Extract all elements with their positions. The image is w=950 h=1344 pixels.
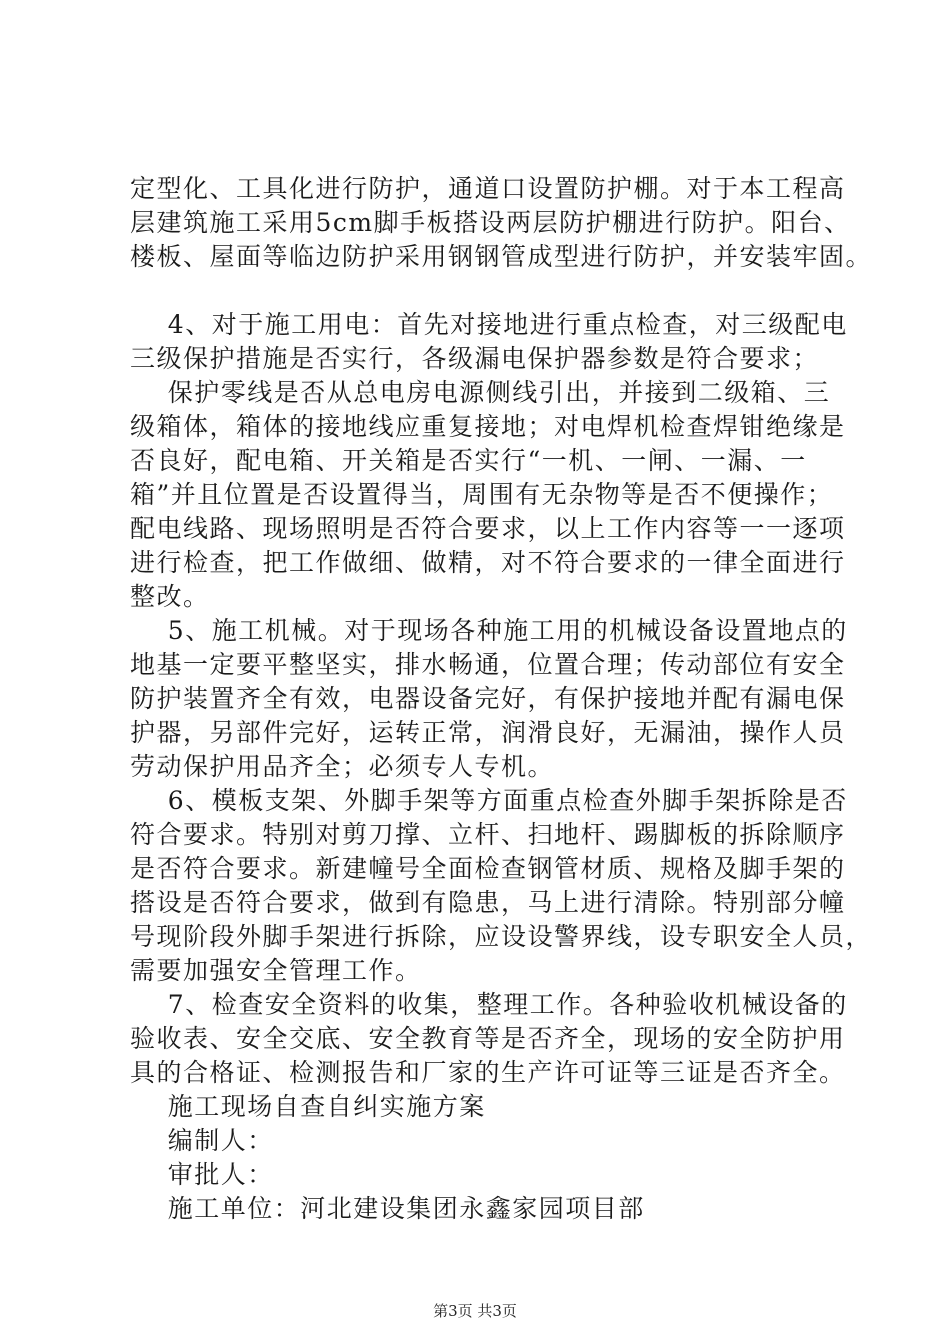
text-line: 5、施工机械。对于现场各种施工用的机械设备设置地点的 <box>130 616 848 645</box>
text-line: 符合要求。特别对剪刀撑、立杆、扫地杆、踢脚板的拆除顺序 <box>130 820 846 849</box>
text-line: 楼板、屋面等临边防护采用钢钢管成型进行防护，并安装牢固。 <box>130 242 873 271</box>
text-line: 级箱体，箱体的接地线应重复接地；对电焊机检查焊钳绝缘是 <box>130 412 846 441</box>
text-line: 防护装置齐全有效，电器设备完好，有保护接地并配有漏电保 <box>130 684 846 713</box>
text-line: 编制人： <box>130 1126 274 1155</box>
text-line: 保护零线是否从总电房电源侧线引出，并接到二级箱、三 <box>130 378 831 407</box>
text-line: 需要加强安全管理工作。 <box>130 956 422 985</box>
text-line: 6、模板支架、外脚手架等方面重点检查外脚手架拆除是否 <box>130 786 848 815</box>
text-line: 三级保护措施是否实行，各级漏电保护器参数是符合要求； <box>130 344 820 373</box>
text-line: 搭设是否符合要求，做到有隐患，马上进行清除。特别部分幢 <box>130 888 846 917</box>
page-footer: 第3页 共3页 <box>433 1302 517 1320</box>
text-line: 施工单位：河北建设集团永鑫家园项目部 <box>130 1194 645 1223</box>
text-line: 是否符合要求。新建幢号全面检查钢管材质、规格及脚手架的 <box>130 854 846 883</box>
text-line: 配电线路、现场照明是否符合要求，以上工作内容等一一逐项 <box>130 514 846 543</box>
text-line: 护器，另部件完好，运转正常，润滑良好，无漏油，操作人员 <box>130 718 846 747</box>
text-line: 施工现场自查自纠实施方案 <box>130 1092 486 1121</box>
text-line: 审批人： <box>130 1160 274 1189</box>
text-line: 劳动保护用品齐全；必须专人专机。 <box>130 752 555 781</box>
body-text <box>130 172 873 1226</box>
text-line: 进行检查，把工作做细、做精，对不符合要求的一律全面进行 <box>130 548 846 577</box>
text-line: 整改。 <box>130 582 210 611</box>
text-line: 号现阶段外脚手架进行拆除，应设设警界线，设专职安全人员， <box>130 922 873 951</box>
text-line: 地基一定要平整坚实，排水畅通，位置合理；传动部位有安全 <box>130 650 846 679</box>
text-line: 验收表、安全交底、安全教育等是否齐全，现场的安全防护用 <box>130 1024 846 1053</box>
text-line: 层建筑施工采用5cm脚手板搭设两层防护棚进行防护。阳台、 <box>130 208 851 237</box>
text-line: 箱”并且位置是否设置得当，周围有无杂物等是否不便操作； <box>130 480 834 509</box>
text-line: 具的合格证、检测报告和厂家的生产许可证等三证是否齐全。 <box>130 1058 846 1087</box>
text-line: 4、对于施工用电：首先对接地进行重点检查，对三级配电 <box>130 310 848 339</box>
text-line: 7、检查安全资料的收集，整理工作。各种验收机械设备的 <box>130 990 848 1019</box>
text-line: 否良好，配电箱、开关箱是否实行“一机、一闸、一漏、一 <box>130 446 807 475</box>
paragraph-gap <box>130 274 850 308</box>
text-line: 定型化、工具化进行防护，通道口设置防护棚。对于本工程高 <box>130 174 846 203</box>
